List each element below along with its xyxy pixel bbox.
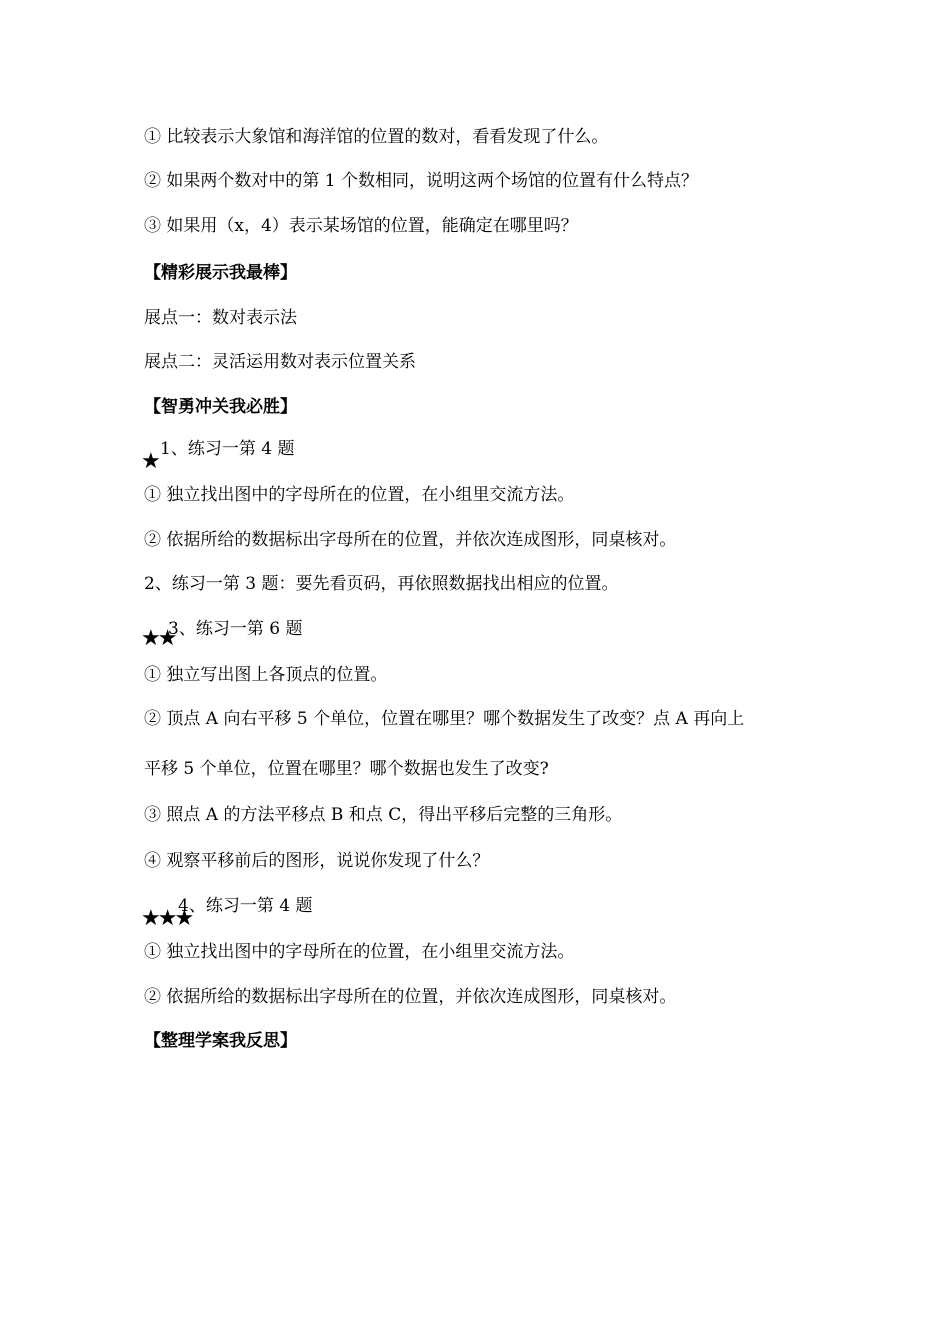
exercise-1-step-a: ① 独立找出图中的字母所在的位置，在小组里交流方法。	[144, 485, 575, 505]
star-icon-exercise-1: ★	[141, 449, 158, 474]
exercise-3-step-d: ④ 观察平移前后的图形，说说你发现了什么？	[144, 851, 490, 871]
exercise-3-step-a: ① 独立写出图上各顶点的位置。	[144, 665, 388, 685]
exercise-4-step-a: ① 独立找出图中的字母所在的位置，在小组里交流方法。	[144, 942, 575, 962]
exercise-1-step-b: ② 依据所给的数据标出字母所在的位置，并依次连成图形，同桌核对。	[144, 530, 677, 550]
question-2: ② 如果两个数对中的第 1 个数相同，说明这两个场馆的位置有什么特点？	[144, 171, 699, 191]
exercise-3-title: 3、练习一第 6 题	[168, 619, 303, 639]
show-point-1: 展点一：数对表示法	[144, 308, 297, 328]
exercise-4-step-b: ② 依据所给的数据标出字母所在的位置，并依次连成图形，同桌核对。	[144, 987, 677, 1007]
exercise-4-title: 4、练习一第 4 题	[178, 896, 313, 916]
heading-show: 【精彩展示我最棒】	[144, 263, 297, 283]
question-1: ① 比较表示大象馆和海洋馆的位置的数对，看看发现了什么。	[144, 127, 609, 147]
exercise-2-title: 2、练习一第 3 题：要先看页码，再依照数据找出相应的位置。	[144, 574, 619, 594]
question-3: ③ 如果用（x，4）表示某场馆的位置，能确定在哪里吗？	[144, 216, 578, 236]
exercise-3-step-b-line2: 平移 5 个单位，位置在哪里？哪个数据也发生了改变?	[144, 759, 549, 779]
show-point-2: 展点二：灵活运用数对表示位置关系	[144, 352, 416, 372]
star-icon-exercise-3: ★★	[141, 626, 175, 651]
heading-challenge: 【智勇冲关我必胜】	[144, 397, 297, 417]
heading-reflect: 【整理学案我反思】	[144, 1031, 297, 1051]
star-icon-exercise-4: ★★★	[141, 906, 192, 931]
exercise-1-title: 1、练习一第 4 题	[160, 439, 295, 459]
exercise-3-step-c: ③ 照点 A 的方法平移点 B 和点 C，得出平移后完整的三角形。	[144, 805, 623, 825]
exercise-3-step-b-line1: ② 顶点 A 向右平移 5 个单位，位置在哪里？哪个数据发生了改变？点 A 再向上	[144, 709, 745, 729]
